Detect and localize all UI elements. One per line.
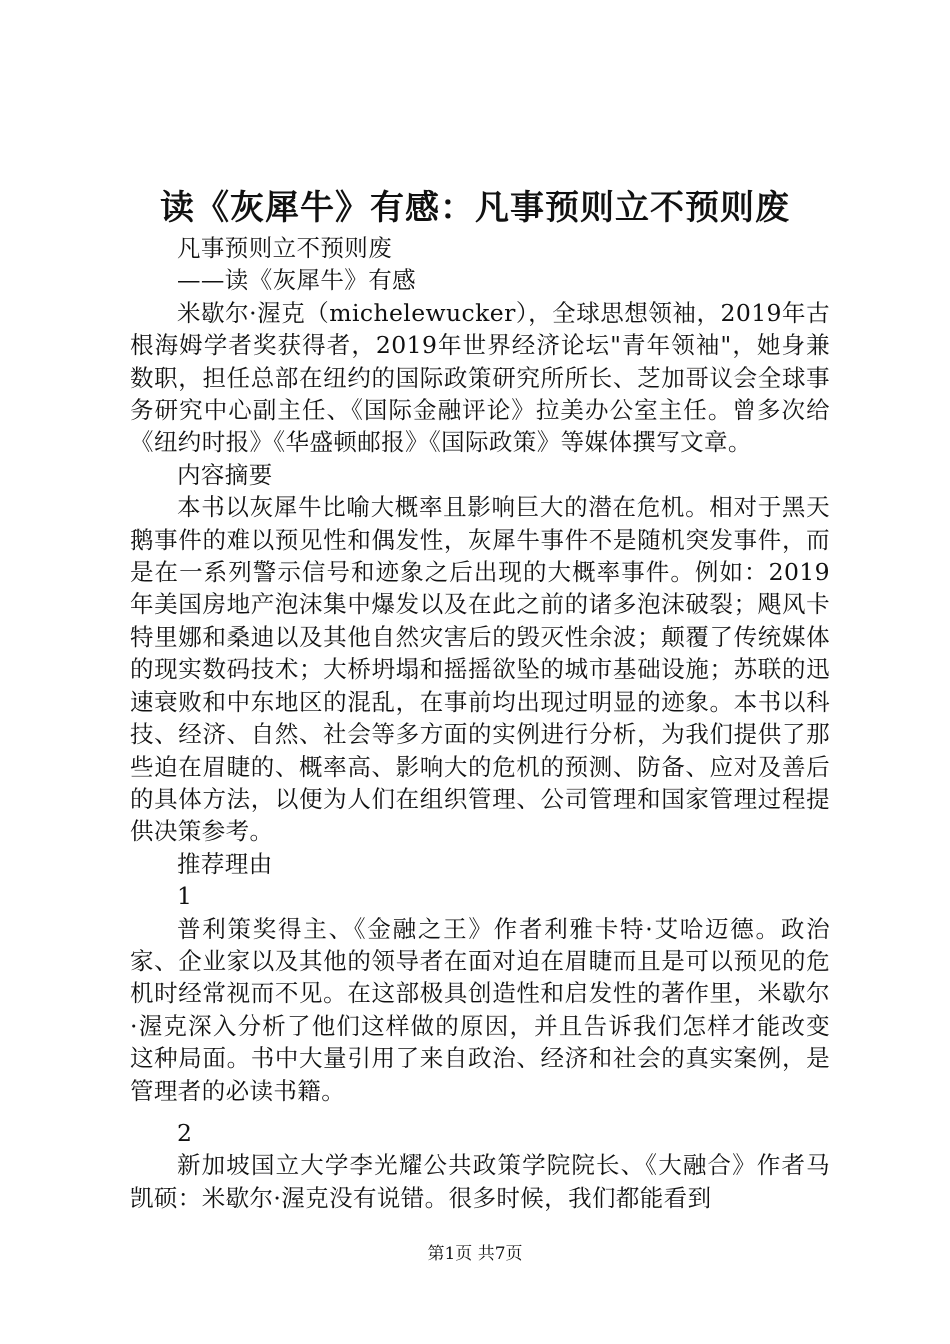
recommendation-number-1: 1: [177, 882, 193, 911]
section-heading-recommendation: 推荐理由: [177, 849, 273, 878]
document-title: 读《灰犀牛》有感：凡事预则立不预则废: [160, 188, 790, 228]
recommendation-paragraph-1: 普利策奖得主、《金融之王》作者利雅卡特·艾哈迈德。政治家、企业家以及其他的领导者在面对迫在眉睫而且是可以预见的危机时经常视而不见。在这部极具创造性和启发性的著作里，米歇尔·渥克深入分析了他们这样做的原因，并且告诉我们怎样才能改变这种局面。书中大量引用了来自政治、经济和社会的真实案例，是管理者的必读书籍。: [130, 914, 830, 1105]
recommendation-number-2: 2: [177, 1118, 193, 1147]
summary-paragraph: 本书以灰犀牛比喻大概率且影响巨大的潜在危机。相对于黑天鹅事件的难以预见性和偶发性，灰犀牛事件不是随机突发事件，而是在一系列警示信号和迹象之后出现的大概率事件。例如：2019年美国房地产泡沫集中爆发以及在此之前的诸多泡沫破裂；飓风卡特里娜和桑迪以及其他自然灾害后的毁灭性余波；颠覆了传统媒体的现实数码技术；大桥坍塌和摇摇欲坠的城市基础设施；苏联的迅速衰败和中东地区的混乱，在事前均出现过明显的迹象。本书以科技、经济、自然、社会等多方面的实例进行分析，为我们提供了那些迫在眉睫的、概率高、影响大的危机的预测、防备、应对及善后的具体方法，以便为人们在组织管理、公司管理和国家管理过程提供决策参考。: [130, 493, 830, 846]
subtitle-byline: ——读《灰犀牛》有感: [177, 266, 416, 295]
document-body: [130, 232, 830, 1214]
section-heading-summary: 内容摘要: [177, 460, 273, 489]
author-intro-paragraph: 米歇尔·渥克（michelewucker），全球思想领袖，2019年古根海姆学者奖获得者，2019年世界经济论坛"青年领袖"，她身兼数职，担任总部在纽约的国际政策研究所所长、芝加哥议会全球事务研究中心副主任、《国际金融评论》拉美办公室主任。曾多次给《纽约时报》《华盛顿邮报》《国际政策》等媒体撰写文章。: [130, 298, 830, 457]
page-footer: 第1页 共7页: [427, 1244, 523, 1264]
subtitle-line: 凡事预则立不预则废: [177, 234, 393, 262]
recommendation-paragraph-2: 新加坡国立大学李光耀公共政策学院院长、《大融合》作者马凯硕：米歇尔·渥克没有说错。很多时候，我们都能看到: [130, 1151, 830, 1212]
